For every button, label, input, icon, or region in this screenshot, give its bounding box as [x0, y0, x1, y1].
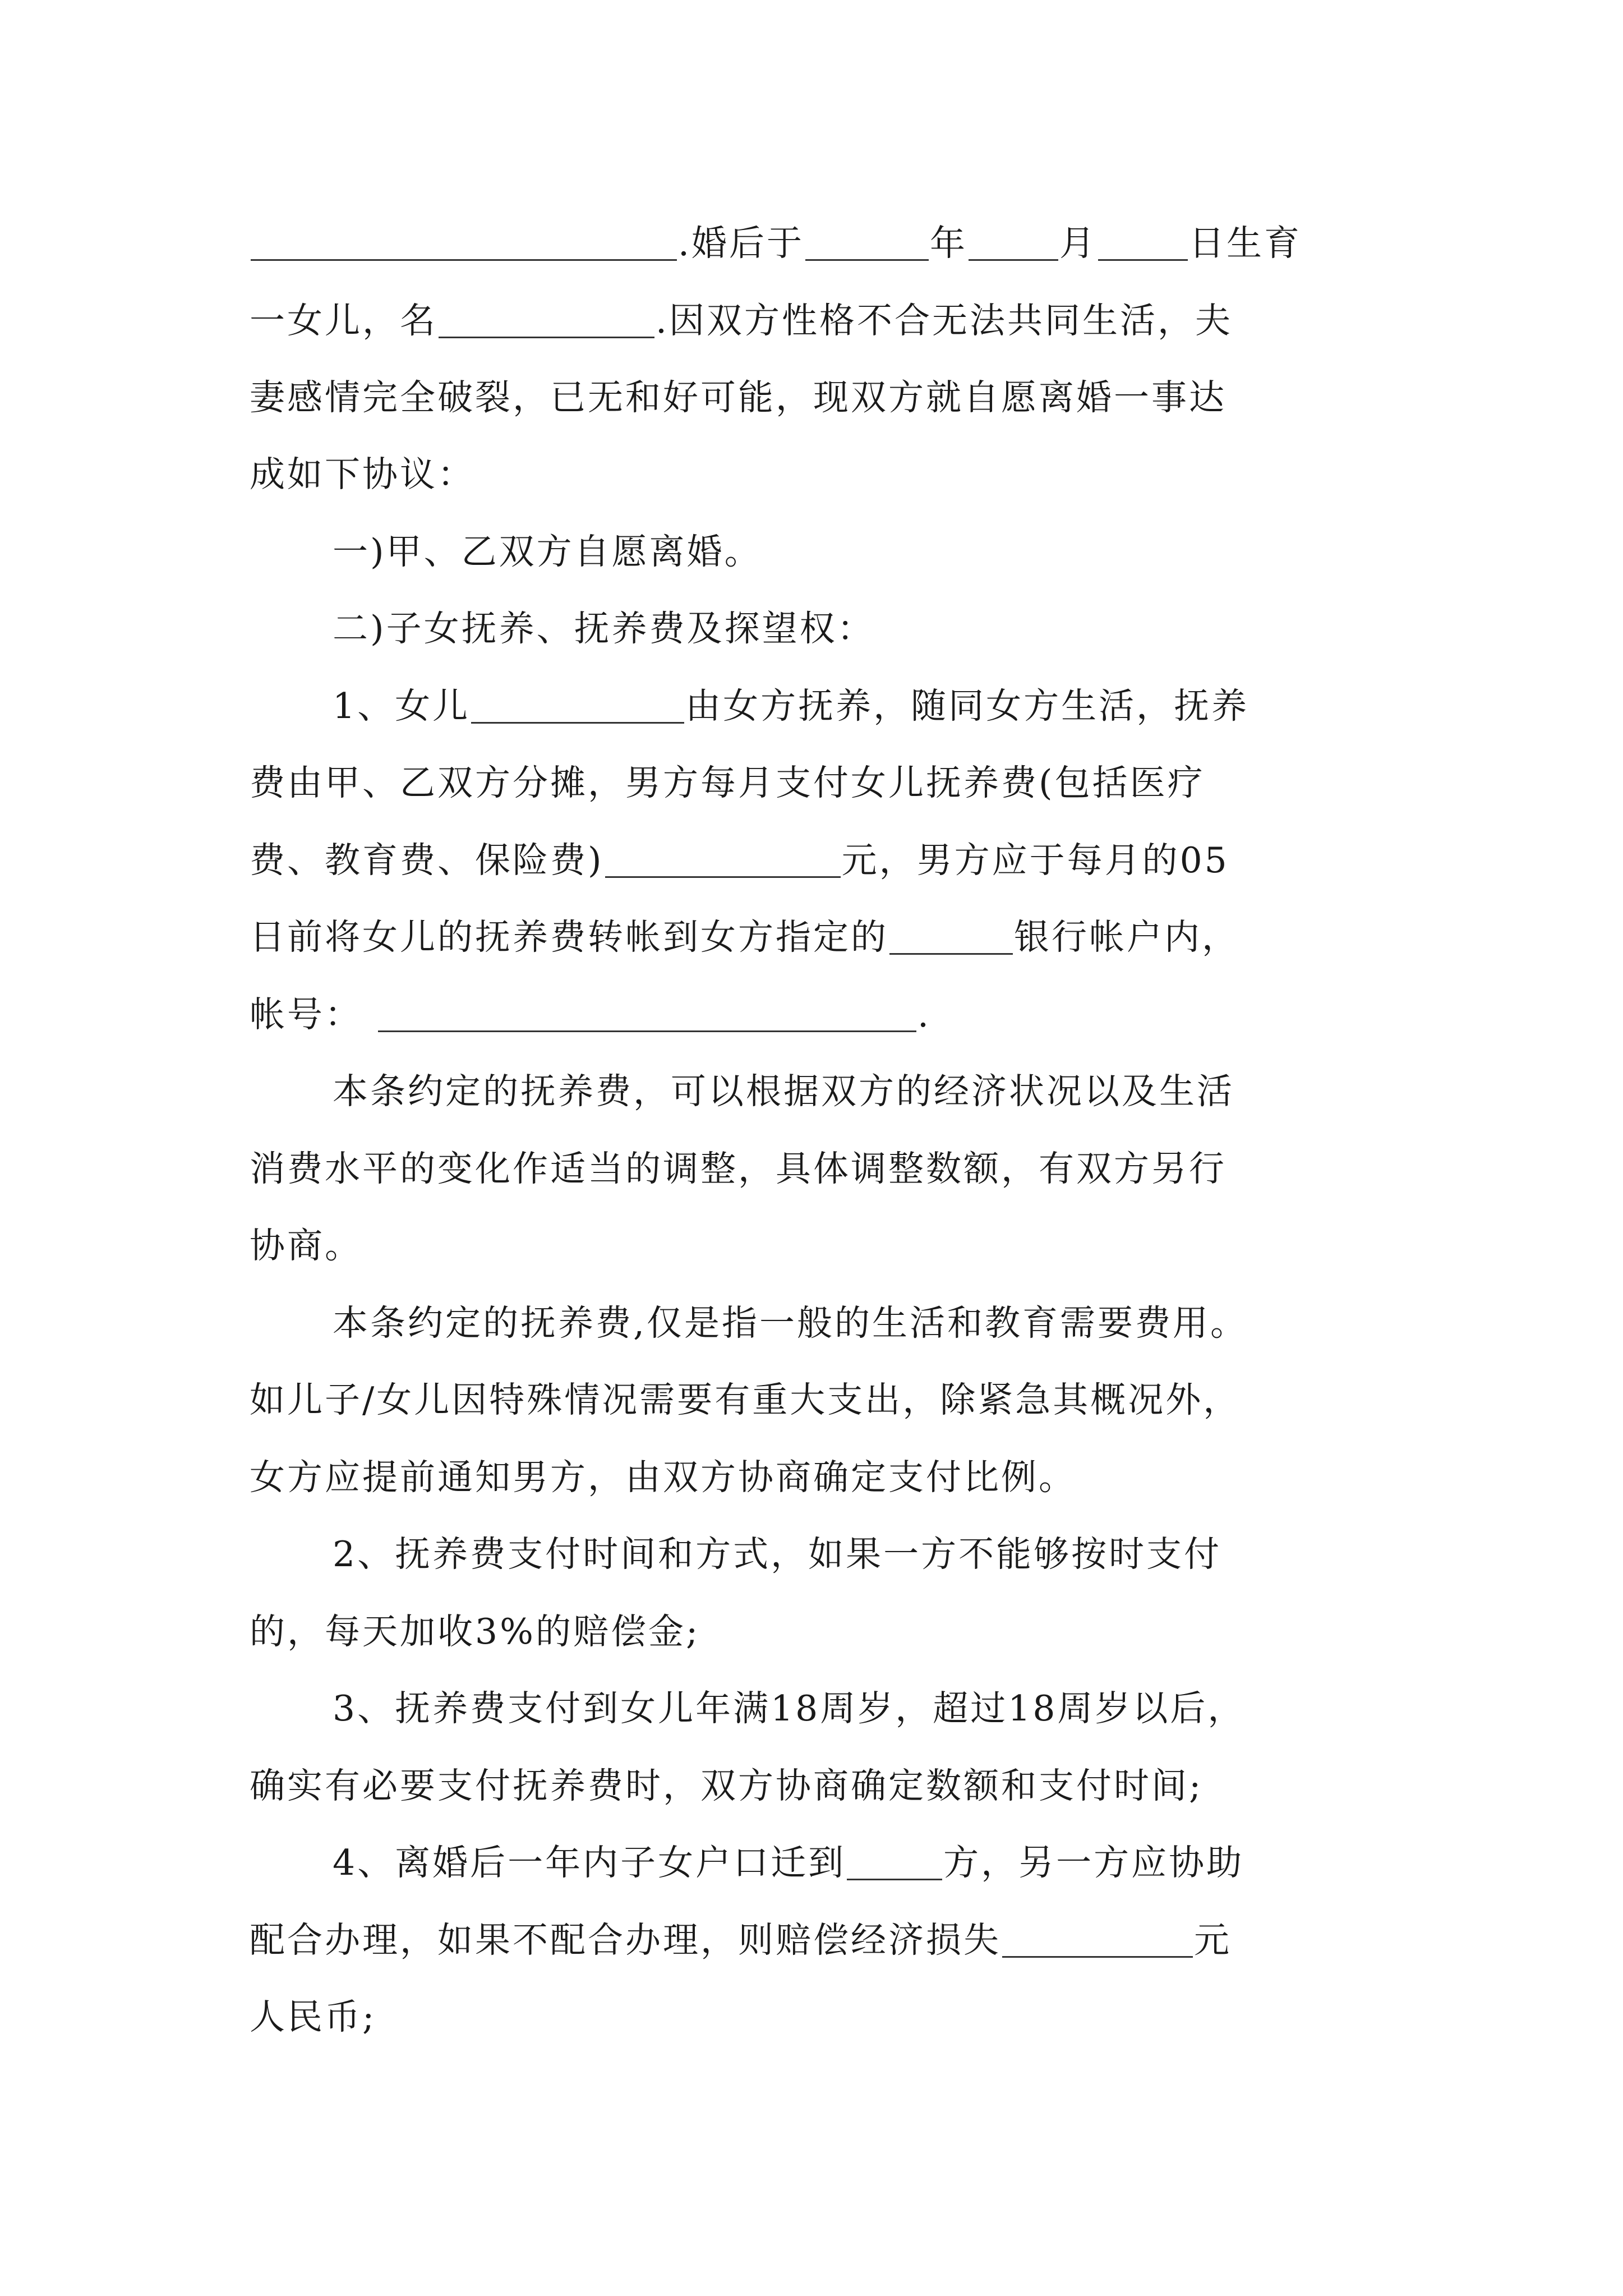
text-line: [250, 1759, 1204, 1806]
text-segment: 日前将女儿的抚养费转帐到女方指定的: [250, 917, 888, 958]
text-segment: 一女儿，名: [250, 300, 437, 341]
text-line: [333, 524, 762, 572]
text-segment: 二)子女抚养、抚养费及探望权：: [333, 608, 875, 649]
text-segment: 妻感情完全破裂，已无和好可能，现双方就自愿离婚一事达: [250, 377, 1227, 418]
text-segment: 的，每天加收3%的赔偿金;: [250, 1611, 700, 1652]
text-segment: 日生育: [1189, 223, 1302, 264]
text-segment: 银行帐户内，: [1014, 917, 1239, 958]
text-segment: 费由甲、乙双方分摊，男方每月支付女儿抚养费(包括医疗: [250, 762, 1205, 803]
text-line: [250, 1373, 1241, 1418]
text-segment: 确实有必要支付抚养费时，双方协商确定数额和支付时间;: [250, 1765, 1204, 1806]
text-segment: 方，另一方应协助: [943, 1842, 1244, 1883]
text-segment: 元: [1194, 1920, 1232, 1961]
text-segment: 成如下协议：: [250, 454, 475, 495]
text-segment: 一)甲、乙双方自愿离婚。: [333, 531, 762, 572]
text-segment: 女方应提前通知男方，由双方协商确定支付比例。: [250, 1457, 1076, 1498]
text-line: [333, 1296, 1248, 1341]
text-line: [333, 1064, 1234, 1112]
text-line: [250, 216, 1302, 264]
text-line: [333, 679, 1249, 724]
blank-field: [439, 302, 654, 338]
text-line: [250, 910, 1239, 958]
text-segment: .因双方性格不合无法共同生活，夫: [656, 300, 1233, 341]
text-segment: 协商。: [250, 1225, 362, 1266]
text-line: [333, 1681, 1246, 1729]
blank-field: [889, 918, 1013, 955]
blank-field: [1002, 1921, 1193, 1958]
text-segment: 2、抚养费支付时间和方式，如果一方不能够按时支付: [333, 1534, 1222, 1575]
text-line: [333, 601, 875, 649]
blank-field: [471, 687, 684, 724]
text-line: [250, 1604, 700, 1652]
blank-field: [847, 1844, 942, 1880]
text-line: [250, 1990, 376, 2035]
text-segment: 月: [1059, 223, 1098, 264]
blank-field: [251, 224, 677, 261]
text-line: [333, 1527, 1222, 1575]
text-line: [250, 987, 932, 1035]
text-line: [333, 1835, 1244, 1883]
blank-field: [805, 224, 929, 261]
text-line: [250, 370, 1227, 418]
text-segment: 费、教育费、保险费): [250, 840, 604, 881]
text-segment: 由女方抚养，随同女方生活，抚养: [685, 685, 1249, 726]
text-segment: 本条约定的抚养费，可以根据双方的经济状况以及生活: [333, 1071, 1234, 1112]
blank-field: [378, 996, 916, 1032]
text-line: [250, 1142, 1227, 1189]
text-segment: 帐号：: [250, 994, 362, 1035]
text-line: [250, 293, 1233, 341]
text-segment: 3、抚养费支付到女儿年满18周岁，超过18周岁以后，: [333, 1688, 1246, 1729]
text-segment: 4、离婚后一年内子女户口迁到: [333, 1842, 846, 1883]
text-segment: .婚后于: [678, 223, 805, 264]
text-line: [250, 833, 1229, 881]
text-segment: 如儿子/女儿因特殊情况需要有重大支出，除紧急其概况外，: [250, 1379, 1241, 1420]
text-segment: 配合办理，如果不配合办理，则赔偿经济损失: [250, 1920, 1001, 1961]
text-line: [250, 1913, 1232, 1961]
text-segment: 人民币;: [250, 1996, 377, 2037]
text-segment: 1、女儿: [333, 685, 471, 726]
text-line: [250, 756, 1205, 803]
text-segment: 本条约定的抚养费,仅是指一般的生活和教育需要费用。: [333, 1303, 1248, 1343]
text-line: [250, 1450, 1076, 1498]
blank-field: [605, 841, 841, 878]
blank-field: [969, 224, 1058, 261]
text-line: [250, 1218, 362, 1266]
text-segment: 年: [930, 223, 968, 264]
text-line: [250, 447, 475, 495]
text-segment: 元，男方应于每月的05: [841, 840, 1229, 881]
blank-field: [1098, 224, 1188, 261]
text-segment: .: [917, 994, 932, 1035]
text-segment: 消费水平的变化作适当的调整，具体调整数额，有双方另行: [250, 1148, 1227, 1189]
